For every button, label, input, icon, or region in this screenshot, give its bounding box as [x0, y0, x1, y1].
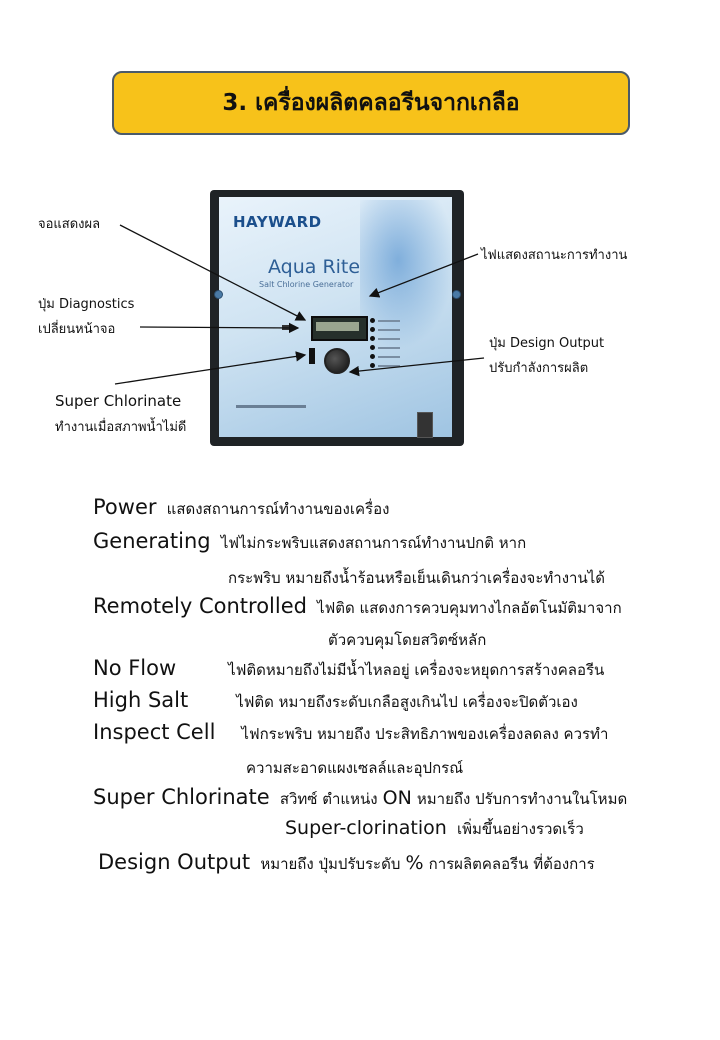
label-status-light: ไฟแสดงสถานะการทำงาน — [481, 248, 628, 263]
desc-superchl-c: เพิ่มขึ้นอย่างรวดเร็ว — [457, 820, 584, 838]
legend-inspect — [93, 720, 608, 746]
term-superchl: Super Chlorinate — [93, 785, 270, 809]
legend-inspect-cont — [246, 756, 463, 780]
legend-generating — [93, 529, 526, 555]
desc-generating-2: กระพริบ หมายถึงน้ำร้อนหรือเย็นเดินกว่าเครื่องจะทำงานได้ — [228, 569, 605, 587]
legend-noflow — [93, 656, 604, 682]
arrow-display — [120, 225, 305, 320]
arrow-design-output — [350, 358, 484, 372]
hayward-logo: HAYWARD — [233, 213, 322, 231]
desc-highsalt: ไฟติด หมายถึงระดับเกลือสูงเกินไป เครื่องจะปิดตัวเอง — [236, 693, 578, 711]
legend-highsalt — [93, 688, 578, 714]
desc-power: แสดงสถานการณ์ทำงานของเครื่อง — [166, 500, 390, 518]
device-subtitle: Salt Chlorine Generator — [259, 280, 354, 289]
label-design-output-th: ปรับกำลังการผลิต — [489, 361, 589, 376]
label-design-output: ปุ่ม Design Output — [489, 336, 605, 351]
legend-superchl — [93, 785, 627, 811]
design-pct: % — [405, 852, 424, 874]
label-display: จอแสดงผล — [38, 217, 101, 232]
aqua-rite-brand: Aqua Rite — [268, 256, 361, 278]
desc-superchl-b: หมายถึง ปรับการทำงานในโหมด — [416, 790, 628, 808]
label-diagnostics-th: เปลี่ยนหน้าจอ — [38, 322, 116, 337]
term-design: Design Output — [98, 850, 251, 874]
arrow-diagnostics — [140, 327, 298, 328]
legend-design — [98, 850, 595, 876]
label-super-chlorinate: Super Chlorinate — [55, 392, 182, 410]
term-highsalt: High Salt — [93, 688, 189, 712]
legend-power — [93, 495, 389, 521]
desc-inspect-2: ความสะอาดแผงเซลล์และอุปกรณ์ — [246, 759, 464, 777]
arrow-status-light — [370, 254, 478, 296]
legend-generating-cont — [228, 566, 605, 590]
term-power: Power — [93, 495, 157, 519]
desc-inspect: ไฟกระพริบ หมายถึง ประสิทธิภาพของเครื่องลดลง ควรทำ — [241, 725, 609, 743]
term-inspect: Inspect Cell — [93, 720, 216, 744]
arrow-super-chlorinate — [115, 355, 305, 384]
desc-noflow: ไฟติดหมายถึงไม่มีน้ำไหลอยู่ เครื่องจะหยุดการสร้างคลอรีน — [228, 661, 605, 679]
legend-remote-cont — [328, 628, 486, 652]
desc-design-b: การผลิตคลอรีน ที่ต้องการ — [428, 855, 595, 873]
page-title: 3. เครื่องผลิตคลอรีนจากเกลือ — [222, 90, 520, 116]
legend-superchl-cont — [285, 817, 584, 841]
label-super-chlorinate-th: ทำงานเมื่อสภาพน้ำไม่ดี — [55, 420, 187, 435]
superchl-mode: Super-clorination — [285, 817, 447, 839]
desc-remote: ไฟติด แสดงการควบคุมทางไกลอัตโนมัติมาจาก — [317, 599, 622, 617]
label-diagnostics: ปุ่ม Diagnostics — [38, 297, 135, 312]
legend-remote — [93, 594, 622, 620]
desc-remote-2: ตัวควบคุมโดยสวิตซ์หลัก — [328, 631, 487, 649]
superchl-on: ON — [382, 787, 412, 809]
term-remote: Remotely Controlled — [93, 594, 307, 618]
desc-superchl-a: สวิทซ์ ตำแหน่ง — [279, 790, 378, 808]
term-noflow: No Flow — [93, 656, 177, 680]
desc-generating: ไฟไม่กระพริบแสดงสถานการณ์ทำงานปกติ หาก — [220, 534, 527, 552]
desc-design-a: หมายถึง ปุ่มปรับระดับ — [260, 855, 401, 873]
term-generating: Generating — [93, 529, 211, 553]
